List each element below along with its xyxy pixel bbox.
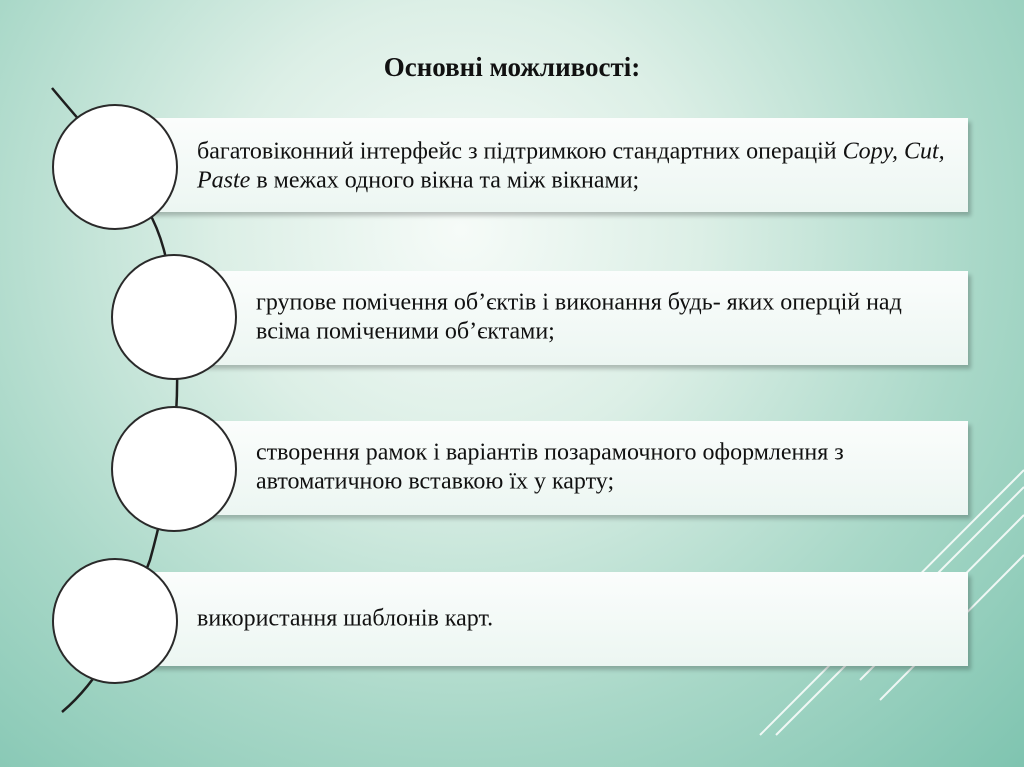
feature-text-2: групове помічення об’єктів і виконання будь- яких оперцій над всіма поміченими об’єктами;: [256, 289, 902, 345]
feature-text-1-part1: багатовіконний інтерфейс з підтримкою стандартних операцій: [197, 138, 843, 165]
feature-box-1: [150, 118, 968, 212]
feature-text-4: використання шаблонів карт.: [197, 605, 494, 632]
feature-text-1-part2: в межах одного вікна та між вікнами;: [250, 168, 640, 194]
slide-title: Основні можливості:: [383, 52, 641, 82]
bullet-circle-3: [111, 406, 237, 532]
bullet-circle-2: [111, 254, 237, 380]
bullet-circle-1: [52, 104, 178, 230]
bullet-circle-4: [52, 558, 178, 684]
feature-text-3: створення рамок і варіантів позарамочного оформлення з автоматичною вставкою їх у карту;: [256, 439, 844, 495]
feature-box-2: [150, 271, 968, 365]
feature-box-4: [150, 572, 968, 666]
feature-box-3: [150, 421, 968, 515]
feature-text-1-italic: Copy, Cut, Paste: [197, 138, 945, 194]
feature-text-1: [197, 138, 948, 197]
